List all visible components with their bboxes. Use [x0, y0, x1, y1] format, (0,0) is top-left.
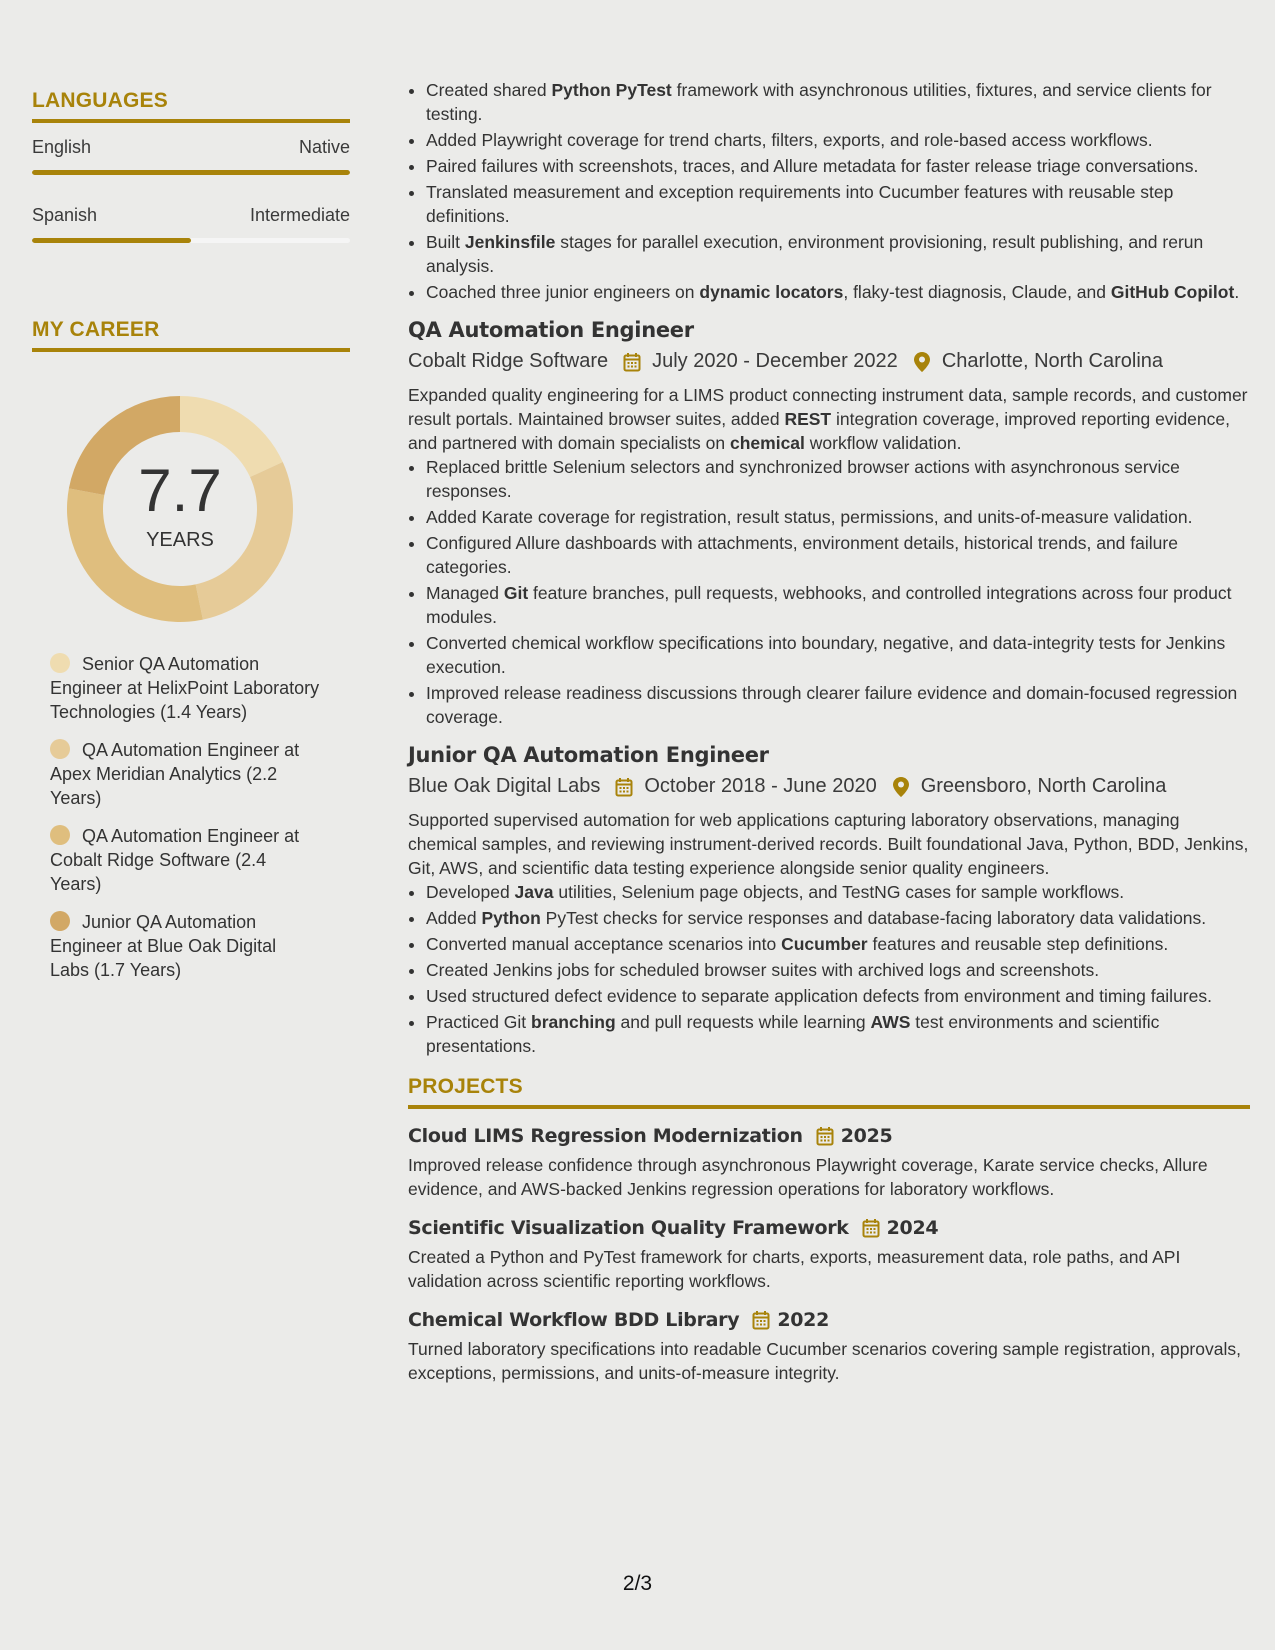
bullet-item: • Created Jenkins jobs for scheduled browser suites with archived logs and screenshots.: [426, 958, 1250, 982]
legend-swatch: [50, 825, 70, 845]
legend-label: Senior QA Automation Engineer at HelixPoint Laboratory Technologies (1.4 Years): [50, 654, 320, 722]
bullet-item: • Added Python PyTest checks for service responses and database-facing laboratory data validations.: [426, 906, 1250, 930]
job-description: Supported supervised automation for web applications capturing laboratory observations, managing chemical samples, and reviewing instrument-derived records. Built foundational Java, Python, BDD, Jenkins, Git, AWS, and scientific data testing experience alongside senior quality engineers.: [408, 810, 1249, 878]
language-level: Native: [298, 137, 350, 157]
bullet-item: • Converted chemical workflow specifications into boundary, negative, and data-integrity tests for Jenkins execution.: [426, 631, 1250, 679]
bullet-item: • Developed Java utilities, Selenium page objects, and TestNG cases for sample workflows.: [426, 880, 1250, 904]
project-year: 2024: [886, 1217, 939, 1239]
career-legend: [50, 652, 320, 982]
projects-heading: PROJECTS: [408, 1076, 1250, 1109]
project-year: 2022: [777, 1309, 830, 1331]
job-company: Cobalt Ridge Software: [408, 350, 609, 372]
bullet-item: • Improved release readiness discussions through clearer failure evidence and domain-focused regression coverage.: [426, 681, 1250, 729]
legend-label: QA Automation Engineer at Apex Meridian Analytics (2.2 Years): [50, 740, 300, 808]
bullet-item: • Created shared Python PyTest framework with asynchronous utilities, fixtures, and service clients for testing.: [426, 78, 1250, 126]
job-entry: [408, 318, 1250, 729]
bullet-item: • Added Playwright coverage for trend charts, filters, exports, and role-based access workflows.: [426, 128, 1250, 152]
calendar-icon: [622, 352, 642, 372]
job-bullets: [408, 880, 1250, 1058]
job-bullets: [408, 455, 1250, 729]
project-item: [408, 1125, 1250, 1201]
language-name: Spanish: [32, 205, 98, 225]
job-company: Blue Oak Digital Labs: [408, 775, 601, 797]
job-location: Charlotte, North Carolina: [941, 350, 1164, 372]
bullet-item: • Used structured defect evidence to separate application defects from environment and timing failures.: [426, 984, 1250, 1008]
language-bar: [32, 238, 350, 243]
career-donut-chart: [65, 394, 295, 624]
legend-item: [50, 738, 320, 810]
legend-swatch: [50, 653, 70, 673]
project-name: Chemical Workflow BDD Library: [408, 1309, 740, 1331]
bullet-item: • Replaced brittle Selenium selectors and synchronized browser actions with asynchronous service responses.: [426, 455, 1250, 503]
bullet-item: • Translated measurement and exception requirements into Cucumber features with reusable step definitions.: [426, 180, 1250, 228]
map-pin-icon: [912, 352, 932, 372]
calendar-icon: [815, 1126, 835, 1146]
prior-job-bullets: [408, 78, 1250, 304]
bullet-item: • Configured Allure dashboards with attachments, environment details, historical trends, and failure categories.: [426, 531, 1250, 579]
bullet-item: • Built Jenkinsfile stages for parallel execution, environment provisioning, result publishing, and rerun analysis.: [426, 230, 1250, 278]
language-item: [32, 137, 350, 175]
project-description: Turned laboratory specifications into readable Cucumber scenarios covering sample registration, approvals, exceptions, permissions, and units-of-measure integrity.: [408, 1339, 1241, 1383]
language-name: English: [32, 137, 92, 157]
project-description: Created a Python and PyTest framework for charts, exports, measurement data, role paths, and API validation across scientific reporting workflows.: [408, 1247, 1181, 1291]
calendar-icon: [614, 777, 634, 797]
legend-swatch: [50, 911, 70, 931]
calendar-icon: [751, 1310, 771, 1330]
job-description: Expanded quality engineering for a LIMS product connecting instrument data, sample records, and customer result portals. Maintained browser suites, added REST integration coverage, improved reporting evidence, and partnered with domain specialists on chemical workflow validation.: [408, 385, 1248, 453]
project-name: Scientific Visualization Quality Framework: [408, 1217, 849, 1239]
page-number: 2/3: [622, 1572, 653, 1595]
career-heading: MY CAREER: [32, 319, 350, 352]
legend-item: [50, 910, 320, 982]
language-bar: [32, 170, 350, 175]
job-title: Junior QA Automation Engineer: [408, 743, 769, 767]
job-title: QA Automation Engineer: [408, 318, 694, 342]
language-bar-fill: [32, 170, 350, 175]
legend-label: QA Automation Engineer at Cobalt Ridge Software (2.4 Years): [50, 826, 300, 894]
bullet-item: • Coached three junior engineers on dynamic locators, flaky-test diagnosis, Claude, and GitHub Copilot.: [426, 280, 1250, 304]
bullet-item: • Practiced Git branching and pull requests while learning AWS test environments and scientific presentations.: [426, 1010, 1250, 1058]
bullet-item: • Added Karate coverage for registration, result status, permissions, and units-of-measure validation.: [426, 505, 1250, 529]
job-dates: July 2020 - December 2022: [652, 350, 898, 372]
project-name: Cloud LIMS Regression Modernization: [408, 1125, 803, 1147]
legend-item: [50, 824, 320, 896]
job-meta: [408, 350, 1250, 373]
project-description: Improved release confidence through asynchronous Playwright coverage, Karate service checks, Allure evidence, and AWS-backed Jenkins regression operations for laboratory workflows.: [408, 1155, 1208, 1199]
legend-label: Junior QA Automation Engineer at Blue Oak Digital Labs (1.7 Years): [50, 912, 277, 980]
job-dates: October 2018 - June 2020: [644, 775, 877, 797]
job-entry: [408, 743, 1250, 1058]
calendar-icon: [861, 1218, 881, 1238]
project-item: [408, 1309, 1250, 1385]
map-pin-icon: [891, 777, 911, 797]
bullet-item: • Managed Git feature branches, pull requests, webhooks, and controlled integrations across four product modules.: [426, 581, 1250, 629]
right-column: [408, 78, 1250, 1385]
languages-heading: LANGUAGES: [32, 90, 350, 123]
project-year: 2025: [840, 1125, 893, 1147]
career-total-unit: YEARS: [146, 528, 214, 551]
bullet-item: • Paired failures with screenshots, traces, and Allure metadata for faster release triage conversations.: [426, 154, 1250, 178]
job-location: Greensboro, North Carolina: [920, 775, 1167, 797]
language-bar-fill: [32, 238, 191, 243]
legend-swatch: [50, 739, 70, 759]
left-column: [32, 90, 350, 996]
language-level: Intermediate: [249, 205, 350, 225]
bullet-item: • Converted manual acceptance scenarios into Cucumber features and reusable step definitions.: [426, 932, 1250, 956]
language-item: [32, 205, 350, 243]
career-total-value: 7.7: [138, 456, 222, 524]
project-item: [408, 1217, 1250, 1293]
legend-item: [50, 652, 320, 724]
job-meta: [408, 775, 1250, 798]
